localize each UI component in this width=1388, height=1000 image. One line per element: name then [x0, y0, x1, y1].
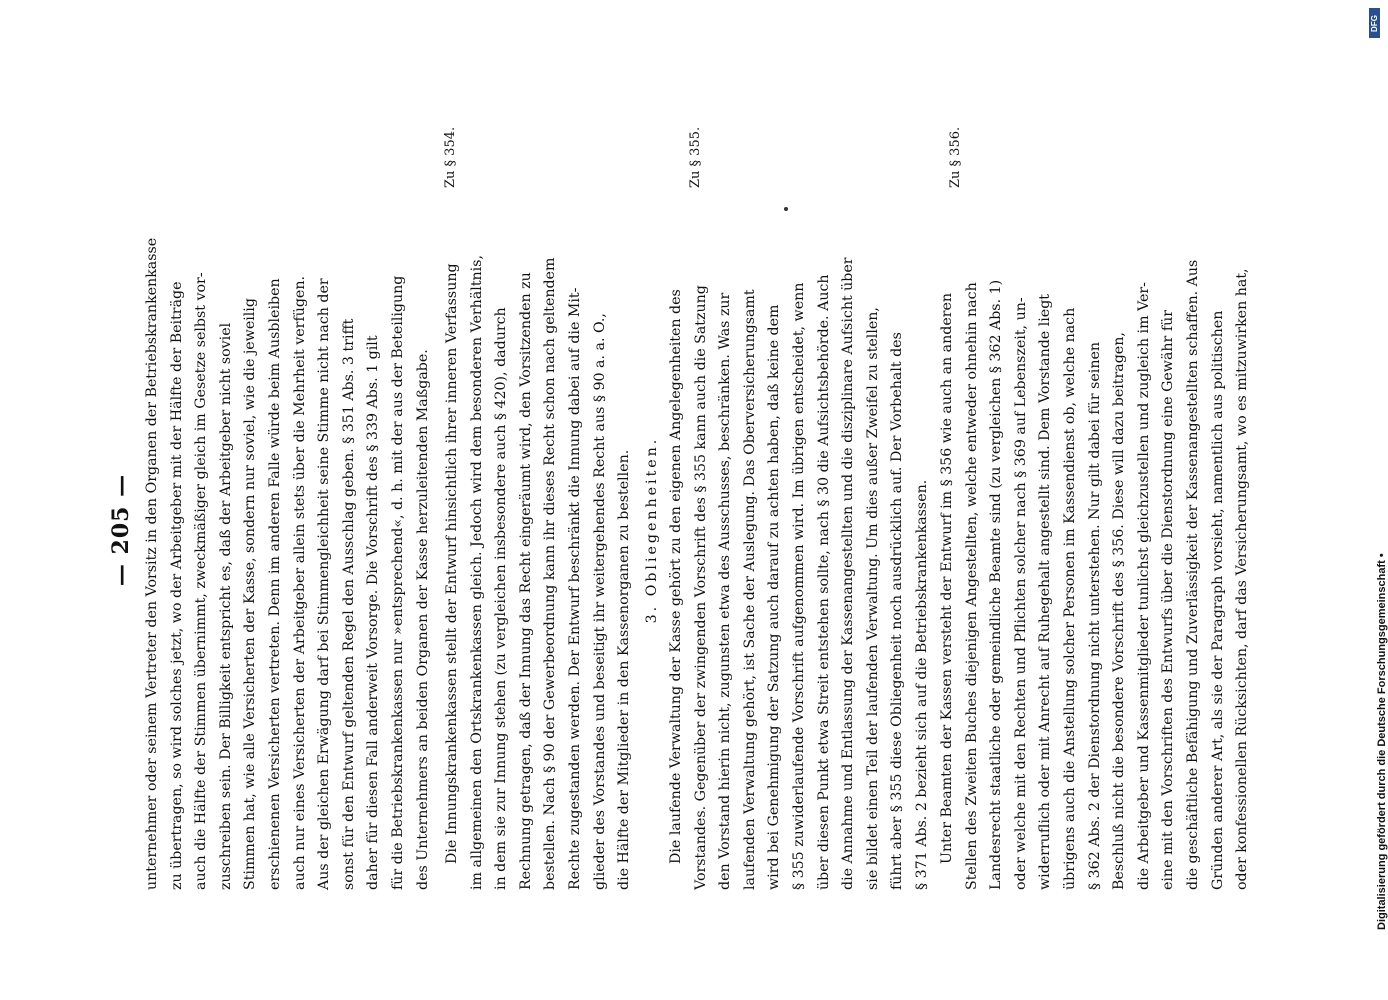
text-line: erschienenen Versicherten vertreten. Denn im anderen Falle würde beim Ausbleiben — [266, 278, 283, 890]
paragraph-1 — [140, 170, 435, 890]
paragraph-2 — [440, 170, 637, 890]
text-line: unternehmer oder seinem Vertreter den Vorsitz in den Organen der Betriebskrankenkasse — [144, 237, 160, 890]
document-page — [108, 170, 1251, 890]
paragraph-3 — [664, 170, 935, 890]
digitization-credit: Digitalisierung gefördert durch die Deutsche Forschungsgemeinschaft • — [1376, 553, 1388, 930]
text-line: die geschäftliche Befähigung und Zuverlässigkeit der Kassenangestellten schaffen. Aus — [1184, 259, 1201, 890]
text-line: den Vorstand hierin nicht, zugunsten etwa des Ausschusses, beschränken. Was zur — [717, 292, 734, 890]
text-line: des Unternehmers an beiden Organen der Kasse herzuleitenden Maßgabe. — [414, 349, 431, 890]
text-line: die Arbeitgeber und Kassenmitglieder tunlichst gleichzustellen und zugleich im Ver- — [1135, 282, 1152, 890]
text-line: Beschluß nicht die besondere Vorschrift des § 356. Diese will dazu beitragen, — [1111, 332, 1128, 890]
text-line: Stellen des Zweiten Buches diejenigen Angestellten, welche entweder ohnehin nach — [963, 282, 980, 890]
text-line: § 362 Abs. 2 der Dienstordnung nicht unterstehen. Nur gilt dabei für seinen — [1086, 342, 1103, 890]
page-number: — 205 — — [108, 473, 134, 587]
text-line: sonst für den Entwurf geltenden Regel den Ausschlag geben. § 351 Abs. 3 trifft — [340, 318, 357, 890]
text-line: zu übertragen, so wird solches jetzt, wo der Arbeitgeber mit der Hälfte der Beiträge — [168, 281, 185, 890]
text-line: widerruflich oder mit Anrecht auf Ruhegehalt angestellt sind. Dem Vorstande liegt — [1037, 294, 1054, 890]
text-line: Unter Beamten der Kassen versteht der Entwurf im § 356 wie auch an anderen — [939, 292, 955, 864]
text-line: Aus der gleichen Erwägung darf bei Stimmengleichheit seine Stimme nicht nach der — [316, 278, 333, 890]
text-line: Die Innungskrankenkassen stellt der Entwurf hinsichtlich ihrer inneren Verfassung — [444, 263, 460, 864]
text-line: im allgemeinen den Ortskrankenkassen gleich. Jedoch wird dem besonderen Verhältnis, — [468, 255, 485, 890]
ink-speck — [784, 207, 788, 211]
text-line: eine mit den Vorschriften des Entwurfs über die Dienstordnung eine Gewähr für — [1160, 310, 1177, 890]
text-line: auch nur eines Versicherten der Arbeitgeber allein stets über die Mehrheit verfügen. — [291, 276, 308, 890]
text-line: § 355 zuwiderlaufende Vorschrift aufgenommen wird. Im übrigen entscheidet, wenn — [790, 282, 807, 890]
section-heading — [640, 170, 664, 890]
text-line: für die Betriebskrankenkassen nur »entsprechend«, d. h. mit der aus der Beteiligung — [389, 275, 406, 890]
side-reference-356: Zu § 356. — [948, 126, 963, 188]
text-line: daher für diesen Fall anderweit Vorsorge. Die Vorschrift des § 339 Abs. 1 gilt — [365, 335, 382, 890]
text-line: die Annahme und Entlassung der Kassenangestellten und die disziplinare Aufsicht über — [840, 257, 857, 890]
text-line: Rechnung getragen, daß der Innung das Recht eingeräumt wird, den Vorsitzenden zu — [517, 272, 534, 890]
text-line: wird bei Genehmigung der Satzung auch darauf zu achten haben, daß keine dem — [766, 304, 783, 890]
text-line: bestellen. Nach § 90 der Gewerbeordnung kann ihr dieses Recht schon nach geltendem — [542, 257, 559, 890]
side-reference-355: Zu § 355. — [688, 126, 703, 188]
text-line: sie bildet einen Teil der laufenden Verwaltung. Um dies außer Zweifel zu stellen, — [864, 307, 881, 890]
text-line: über diesen Punkt etwa Streit entstehen sollte, nach § 30 die Aufsichtsbehörde. Auch — [815, 274, 832, 890]
text-line: glieder des Vorstandes und beseitigt ihr weitergehendes Recht aus § 90 a. a. O., — [591, 313, 608, 890]
heading-text: 3. Obliegenheiten. — [644, 436, 660, 624]
text-line: oder welche mit den Rechten und Pflichten solcher nach § 369 auf Lebenszeit, un- — [1012, 297, 1029, 890]
text-line: die Hälfte der Mitglieder in den Kassenorganen zu bestellen. — [616, 449, 633, 890]
text-line: Rechte zugestanden werden. Der Entwurf beschränkt die Innung dabei auf die Mit- — [566, 287, 583, 890]
text-line: laufenden Verwaltung gehört, ist Sache der Auslegung. Das Oberversicherungsamt — [741, 289, 758, 890]
text-line: zuschreiben sein. Der Billigkeit entspricht es, daß der Arbeitgeber nicht soviel — [217, 322, 234, 890]
text-line: Gründen anderer Art, als sie der Paragraph vorsieht, namentlich aus politischen — [1209, 310, 1226, 890]
text-line: Die laufende Verwaltung der Kasse gehört zu den eigenen Angelegenheiten des — [668, 289, 684, 864]
text-line: oder konfessionellen Rücksichten, darf das Versicherungsamt, wo es mitzuwirken hat, — [1234, 268, 1251, 890]
text-line: in dem sie zur Innung stehen (zu vergleichen insbesondere auch § 420), dadurch — [493, 307, 510, 890]
text-line: übrigens auch die Anstellung solcher Personen im Kassendienst ob, welche nach — [1061, 307, 1078, 890]
paragraph-4 — [935, 170, 1255, 890]
side-reference-354: Zu § 354. — [443, 126, 458, 188]
text-line: auch die Hälfte der Stimmen übernimmt, zweckmäßiger gleich im Gesetze selbst vor- — [193, 272, 210, 890]
text-line: Vorstandes. Gegenüber der zwingenden Vorschrift des § 355 kann auch die Satzung — [692, 285, 709, 890]
dfg-logo-icon — [1369, 8, 1380, 38]
dfg-logo-text: DFG — [1370, 14, 1380, 32]
text-line: Stimmen hat, wie alle Versicherten der Kasse, sondern nur soviel, wie die jeweilig — [242, 298, 259, 890]
text-line: § 371 Abs. 2 bezieht sich auf die Betriebskrankenkassen. — [913, 479, 930, 890]
text-line: Landesrecht staatliche oder gemeindliche Beamte sind (zu vergleichen § 362 Abs. 1) — [988, 279, 1005, 890]
text-line: führt aber § 355 diese Obliegenheit noch ausdrücklich auf. Der Vorbehalt des — [889, 332, 906, 890]
